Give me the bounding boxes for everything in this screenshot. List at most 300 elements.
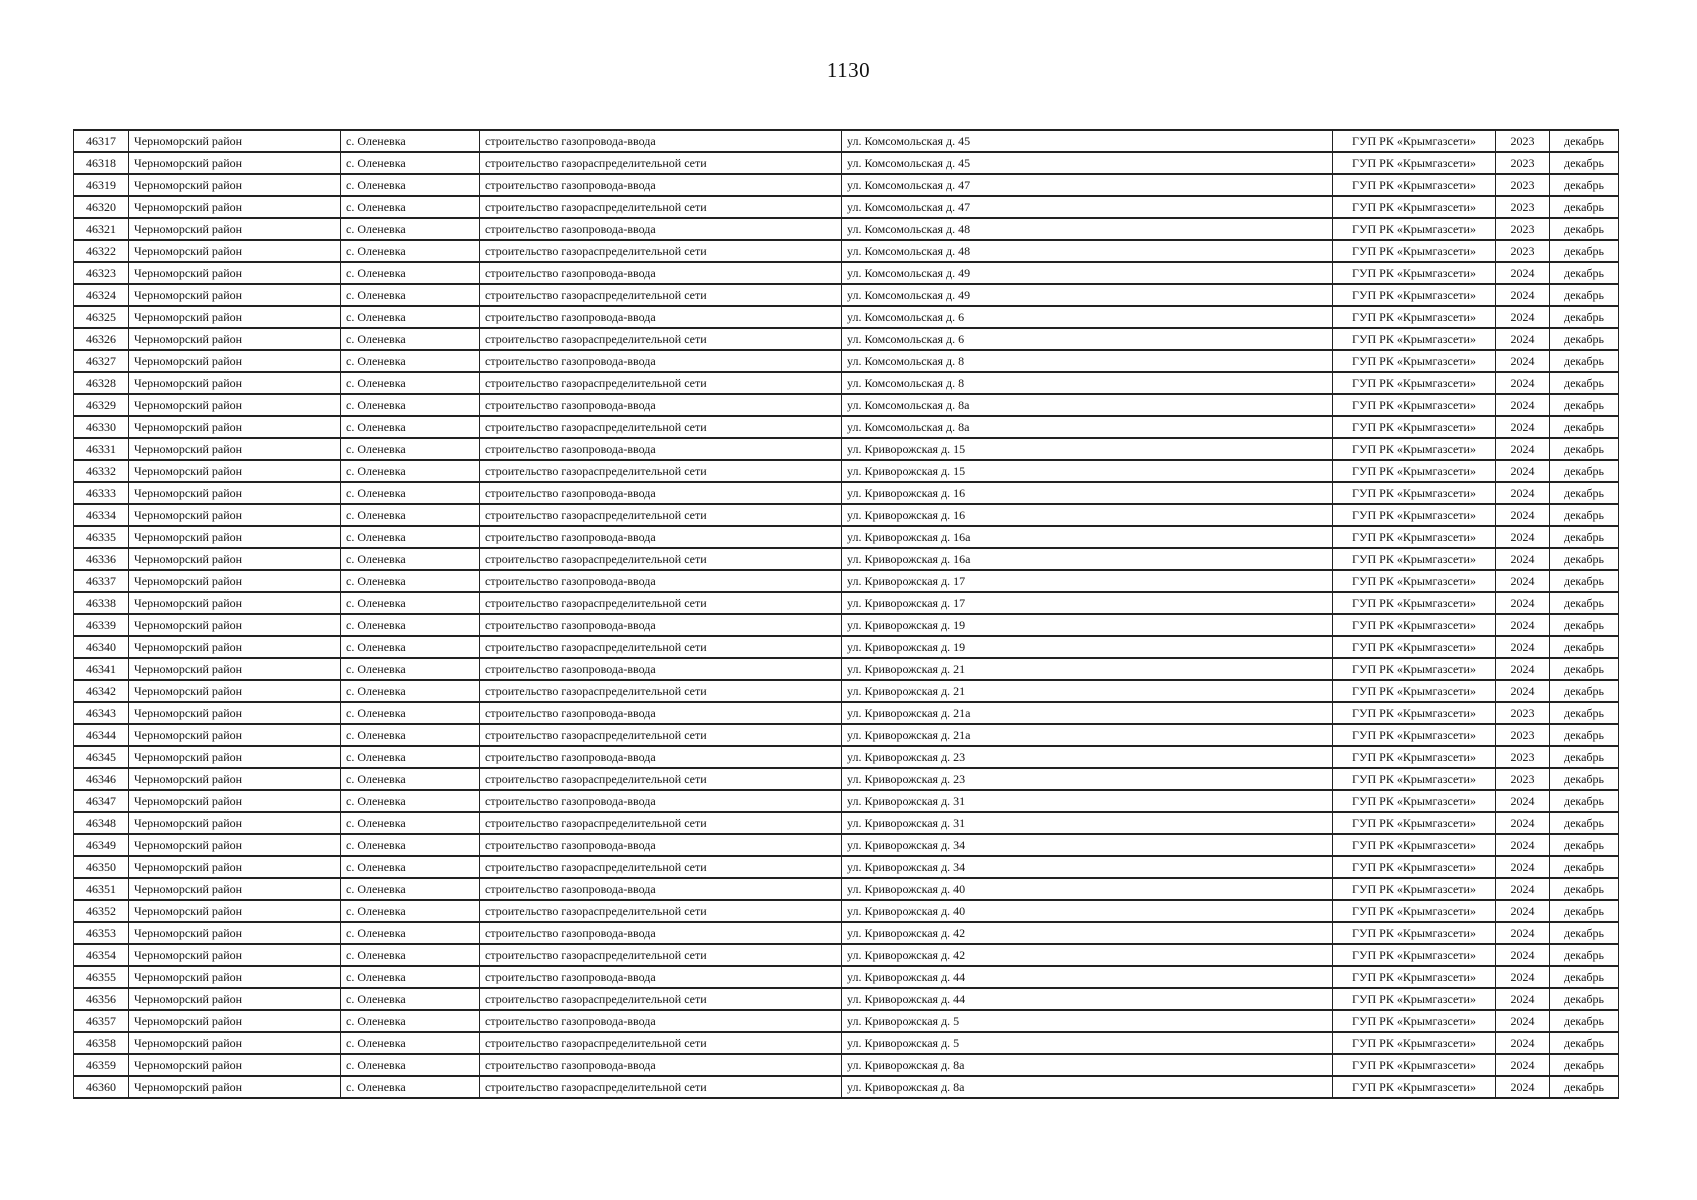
cell-locality: с. Оленевка xyxy=(341,548,480,570)
cell-district: Черноморский район xyxy=(129,504,341,526)
cell-address: ул. Комсомольская д. 8 xyxy=(842,372,1333,394)
cell-address: ул. Криворожская д. 19 xyxy=(842,636,1333,658)
cell-month: декабрь xyxy=(1550,592,1619,614)
cell-organization: ГУП РК «Крымгазсети» xyxy=(1333,922,1496,944)
cell-address: ул. Криворожская д. 16 xyxy=(842,504,1333,526)
table-row xyxy=(74,416,1619,438)
cell-year: 2024 xyxy=(1496,614,1550,636)
cell-month: декабрь xyxy=(1550,1010,1619,1032)
cell-work-type: строительство газораспределительной сети xyxy=(480,152,842,174)
cell-address: ул. Криворожская д. 5 xyxy=(842,1032,1333,1054)
cell-work-type: строительство газораспределительной сети xyxy=(480,240,842,262)
cell-record-number: 46334 xyxy=(74,504,129,526)
cell-organization: ГУП РК «Крымгазсети» xyxy=(1333,284,1496,306)
cell-district: Черноморский район xyxy=(129,350,341,372)
cell-address: ул. Криворожская д. 16а xyxy=(842,526,1333,548)
cell-record-number: 46319 xyxy=(74,174,129,196)
cell-organization: ГУП РК «Крымгазсети» xyxy=(1333,592,1496,614)
cell-year: 2024 xyxy=(1496,988,1550,1010)
cell-work-type: строительство газопровода-ввода xyxy=(480,658,842,680)
cell-month: декабрь xyxy=(1550,372,1619,394)
cell-month: декабрь xyxy=(1550,680,1619,702)
cell-month: декабрь xyxy=(1550,702,1619,724)
cell-organization: ГУП РК «Крымгазсети» xyxy=(1333,262,1496,284)
cell-organization: ГУП РК «Крымгазсети» xyxy=(1333,658,1496,680)
cell-month: декабрь xyxy=(1550,240,1619,262)
cell-year: 2024 xyxy=(1496,548,1550,570)
cell-district: Черноморский район xyxy=(129,130,341,152)
cell-year: 2024 xyxy=(1496,504,1550,526)
cell-district: Черноморский район xyxy=(129,922,341,944)
cell-month: декабрь xyxy=(1550,944,1619,966)
cell-month: декабрь xyxy=(1550,438,1619,460)
cell-month: декабрь xyxy=(1550,834,1619,856)
cell-address: ул. Комсомольская д. 48 xyxy=(842,218,1333,240)
cell-organization: ГУП РК «Крымгазсети» xyxy=(1333,900,1496,922)
cell-work-type: строительство газораспределительной сети xyxy=(480,768,842,790)
cell-district: Черноморский район xyxy=(129,592,341,614)
cell-year: 2023 xyxy=(1496,702,1550,724)
cell-locality: с. Оленевка xyxy=(341,372,480,394)
cell-work-type: строительство газораспределительной сети xyxy=(480,1076,842,1098)
cell-locality: с. Оленевка xyxy=(341,482,480,504)
cell-record-number: 46323 xyxy=(74,262,129,284)
cell-record-number: 46344 xyxy=(74,724,129,746)
gasification-register-table xyxy=(73,129,1619,1099)
cell-locality: с. Оленевка xyxy=(341,284,480,306)
cell-month: декабрь xyxy=(1550,570,1619,592)
table-row xyxy=(74,174,1619,196)
cell-work-type: строительство газораспределительной сети xyxy=(480,856,842,878)
cell-organization: ГУП РК «Крымгазсети» xyxy=(1333,1076,1496,1098)
cell-month: декабрь xyxy=(1550,812,1619,834)
cell-work-type: строительство газопровода-ввода xyxy=(480,262,842,284)
cell-organization: ГУП РК «Крымгазсети» xyxy=(1333,130,1496,152)
cell-organization: ГУП РК «Крымгазсети» xyxy=(1333,350,1496,372)
cell-year: 2024 xyxy=(1496,944,1550,966)
cell-record-number: 46332 xyxy=(74,460,129,482)
table-body xyxy=(74,130,1619,1098)
cell-record-number: 46358 xyxy=(74,1032,129,1054)
cell-locality: с. Оленевка xyxy=(341,438,480,460)
cell-record-number: 46328 xyxy=(74,372,129,394)
cell-organization: ГУП РК «Крымгазсети» xyxy=(1333,856,1496,878)
cell-address: ул. Криворожская д. 17 xyxy=(842,592,1333,614)
cell-work-type: строительство газопровода-ввода xyxy=(480,482,842,504)
cell-record-number: 46343 xyxy=(74,702,129,724)
cell-locality: с. Оленевка xyxy=(341,746,480,768)
table-row xyxy=(74,724,1619,746)
cell-work-type: строительство газопровода-ввода xyxy=(480,174,842,196)
cell-address: ул. Криворожская д. 23 xyxy=(842,768,1333,790)
cell-locality: с. Оленевка xyxy=(341,174,480,196)
table-row xyxy=(74,328,1619,350)
table-row xyxy=(74,900,1619,922)
cell-work-type: строительство газораспределительной сети xyxy=(480,504,842,526)
cell-record-number: 46318 xyxy=(74,152,129,174)
cell-month: декабрь xyxy=(1550,262,1619,284)
cell-work-type: строительство газораспределительной сети xyxy=(480,416,842,438)
cell-address: ул. Криворожская д. 5 xyxy=(842,1010,1333,1032)
table-row xyxy=(74,1076,1619,1098)
cell-month: декабрь xyxy=(1550,746,1619,768)
cell-record-number: 46336 xyxy=(74,548,129,570)
cell-district: Черноморский район xyxy=(129,262,341,284)
cell-address: ул. Комсомольская д. 6 xyxy=(842,328,1333,350)
cell-record-number: 46348 xyxy=(74,812,129,834)
cell-year: 2024 xyxy=(1496,416,1550,438)
cell-year: 2024 xyxy=(1496,1054,1550,1076)
cell-month: декабрь xyxy=(1550,658,1619,680)
cell-month: декабрь xyxy=(1550,306,1619,328)
cell-locality: с. Оленевка xyxy=(341,900,480,922)
cell-locality: с. Оленевка xyxy=(341,570,480,592)
cell-year: 2023 xyxy=(1496,240,1550,262)
cell-district: Черноморский район xyxy=(129,1054,341,1076)
table-row xyxy=(74,262,1619,284)
cell-year: 2024 xyxy=(1496,570,1550,592)
cell-year: 2024 xyxy=(1496,900,1550,922)
cell-organization: ГУП РК «Крымгазсети» xyxy=(1333,416,1496,438)
cell-year: 2024 xyxy=(1496,460,1550,482)
cell-organization: ГУП РК «Крымгазсети» xyxy=(1333,768,1496,790)
cell-district: Черноморский район xyxy=(129,988,341,1010)
cell-locality: с. Оленевка xyxy=(341,878,480,900)
cell-work-type: строительство газопровода-ввода xyxy=(480,438,842,460)
cell-district: Черноморский район xyxy=(129,218,341,240)
table-row xyxy=(74,636,1619,658)
cell-locality: с. Оленевка xyxy=(341,1010,480,1032)
cell-work-type: строительство газораспределительной сети xyxy=(480,900,842,922)
table-row xyxy=(74,878,1619,900)
cell-district: Черноморский район xyxy=(129,812,341,834)
cell-organization: ГУП РК «Крымгазсети» xyxy=(1333,1054,1496,1076)
cell-locality: с. Оленевка xyxy=(341,1054,480,1076)
cell-work-type: строительство газопровода-ввода xyxy=(480,130,842,152)
table-row xyxy=(74,702,1619,724)
cell-work-type: строительство газопровода-ввода xyxy=(480,922,842,944)
cell-organization: ГУП РК «Крымгазсети» xyxy=(1333,570,1496,592)
cell-district: Черноморский район xyxy=(129,856,341,878)
cell-work-type: строительство газораспределительной сети xyxy=(480,460,842,482)
cell-record-number: 46321 xyxy=(74,218,129,240)
cell-work-type: строительство газопровода-ввода xyxy=(480,350,842,372)
cell-district: Черноморский район xyxy=(129,152,341,174)
cell-address: ул. Криворожская д. 15 xyxy=(842,460,1333,482)
cell-work-type: строительство газопровода-ввода xyxy=(480,702,842,724)
cell-district: Черноморский район xyxy=(129,680,341,702)
cell-address: ул. Криворожская д. 34 xyxy=(842,856,1333,878)
cell-record-number: 46351 xyxy=(74,878,129,900)
cell-locality: с. Оленевка xyxy=(341,526,480,548)
cell-locality: с. Оленевка xyxy=(341,262,480,284)
cell-address: ул. Криворожская д. 21 xyxy=(842,658,1333,680)
cell-address: ул. Криворожская д. 16 xyxy=(842,482,1333,504)
cell-record-number: 46331 xyxy=(74,438,129,460)
cell-address: ул. Криворожская д. 44 xyxy=(842,966,1333,988)
cell-record-number: 46339 xyxy=(74,614,129,636)
cell-year: 2024 xyxy=(1496,306,1550,328)
cell-district: Черноморский район xyxy=(129,636,341,658)
cell-locality: с. Оленевка xyxy=(341,614,480,636)
cell-month: декабрь xyxy=(1550,174,1619,196)
cell-organization: ГУП РК «Крымгазсети» xyxy=(1333,482,1496,504)
cell-work-type: строительство газопровода-ввода xyxy=(480,570,842,592)
cell-locality: с. Оленевка xyxy=(341,790,480,812)
cell-organization: ГУП РК «Крымгазсети» xyxy=(1333,812,1496,834)
table-row xyxy=(74,526,1619,548)
cell-year: 2024 xyxy=(1496,394,1550,416)
cell-organization: ГУП РК «Крымгазсети» xyxy=(1333,174,1496,196)
cell-month: декабрь xyxy=(1550,856,1619,878)
cell-year: 2024 xyxy=(1496,1032,1550,1054)
cell-locality: с. Оленевка xyxy=(341,240,480,262)
table-row xyxy=(74,812,1619,834)
cell-district: Черноморский район xyxy=(129,416,341,438)
cell-address: ул. Криворожская д. 40 xyxy=(842,900,1333,922)
cell-locality: с. Оленевка xyxy=(341,966,480,988)
cell-locality: с. Оленевка xyxy=(341,834,480,856)
cell-record-number: 46354 xyxy=(74,944,129,966)
cell-district: Черноморский район xyxy=(129,460,341,482)
cell-organization: ГУП РК «Крымгазсети» xyxy=(1333,240,1496,262)
cell-locality: с. Оленевка xyxy=(341,680,480,702)
cell-organization: ГУП РК «Крымгазсети» xyxy=(1333,966,1496,988)
cell-work-type: строительство газораспределительной сети xyxy=(480,284,842,306)
cell-record-number: 46352 xyxy=(74,900,129,922)
cell-work-type: строительство газораспределительной сети xyxy=(480,196,842,218)
cell-work-type: строительство газопровода-ввода xyxy=(480,878,842,900)
cell-month: декабрь xyxy=(1550,460,1619,482)
cell-locality: с. Оленевка xyxy=(341,944,480,966)
table-row xyxy=(74,130,1619,152)
cell-organization: ГУП РК «Крымгазсети» xyxy=(1333,724,1496,746)
cell-record-number: 46324 xyxy=(74,284,129,306)
table-row xyxy=(74,856,1619,878)
cell-year: 2024 xyxy=(1496,658,1550,680)
cell-organization: ГУП РК «Крымгазсети» xyxy=(1333,526,1496,548)
cell-year: 2024 xyxy=(1496,1010,1550,1032)
cell-month: декабрь xyxy=(1550,130,1619,152)
cell-record-number: 46357 xyxy=(74,1010,129,1032)
cell-organization: ГУП РК «Крымгазсети» xyxy=(1333,152,1496,174)
table-row xyxy=(74,460,1619,482)
cell-work-type: строительство газораспределительной сети xyxy=(480,372,842,394)
cell-year: 2024 xyxy=(1496,636,1550,658)
cell-district: Черноморский район xyxy=(129,240,341,262)
cell-address: ул. Криворожская д. 42 xyxy=(842,922,1333,944)
cell-organization: ГУП РК «Крымгазсети» xyxy=(1333,306,1496,328)
table-row xyxy=(74,680,1619,702)
cell-work-type: строительство газораспределительной сети xyxy=(480,944,842,966)
table-row xyxy=(74,152,1619,174)
cell-address: ул. Комсомольская д. 8 xyxy=(842,350,1333,372)
cell-work-type: строительство газопровода-ввода xyxy=(480,746,842,768)
cell-year: 2024 xyxy=(1496,284,1550,306)
cell-address: ул. Комсомольская д. 47 xyxy=(842,174,1333,196)
cell-record-number: 46329 xyxy=(74,394,129,416)
cell-organization: ГУП РК «Крымгазсети» xyxy=(1333,680,1496,702)
cell-record-number: 46345 xyxy=(74,746,129,768)
table-row xyxy=(74,438,1619,460)
cell-work-type: строительство газораспределительной сети xyxy=(480,548,842,570)
table-row xyxy=(74,768,1619,790)
table-row xyxy=(74,1010,1619,1032)
cell-locality: с. Оленевка xyxy=(341,416,480,438)
cell-record-number: 46356 xyxy=(74,988,129,1010)
cell-record-number: 46335 xyxy=(74,526,129,548)
cell-work-type: строительство газопровода-ввода xyxy=(480,1010,842,1032)
table-row xyxy=(74,350,1619,372)
table-row xyxy=(74,1054,1619,1076)
cell-organization: ГУП РК «Крымгазсети» xyxy=(1333,1010,1496,1032)
table-row xyxy=(74,504,1619,526)
cell-year: 2024 xyxy=(1496,372,1550,394)
cell-work-type: строительство газопровода-ввода xyxy=(480,966,842,988)
cell-organization: ГУП РК «Крымгазсети» xyxy=(1333,702,1496,724)
cell-locality: с. Оленевка xyxy=(341,812,480,834)
cell-district: Черноморский район xyxy=(129,614,341,636)
table-row xyxy=(74,218,1619,240)
cell-address: ул. Комсомольская д. 6 xyxy=(842,306,1333,328)
cell-record-number: 46327 xyxy=(74,350,129,372)
cell-locality: с. Оленевка xyxy=(341,218,480,240)
cell-year: 2023 xyxy=(1496,724,1550,746)
cell-month: декабрь xyxy=(1550,724,1619,746)
cell-address: ул. Комсомольская д. 47 xyxy=(842,196,1333,218)
cell-record-number: 46346 xyxy=(74,768,129,790)
cell-address: ул. Комсомольская д. 49 xyxy=(842,262,1333,284)
cell-month: декабрь xyxy=(1550,966,1619,988)
cell-record-number: 46360 xyxy=(74,1076,129,1098)
cell-locality: с. Оленевка xyxy=(341,592,480,614)
cell-record-number: 46349 xyxy=(74,834,129,856)
cell-district: Черноморский район xyxy=(129,1010,341,1032)
table-row xyxy=(74,988,1619,1010)
cell-record-number: 46338 xyxy=(74,592,129,614)
cell-locality: с. Оленевка xyxy=(341,460,480,482)
cell-work-type: строительство газораспределительной сети xyxy=(480,812,842,834)
cell-district: Черноморский район xyxy=(129,174,341,196)
cell-month: декабрь xyxy=(1550,196,1619,218)
cell-address: ул. Криворожская д. 21а xyxy=(842,702,1333,724)
cell-address: ул. Комсомольская д. 48 xyxy=(842,240,1333,262)
cell-year: 2023 xyxy=(1496,152,1550,174)
cell-address: ул. Криворожская д. 44 xyxy=(842,988,1333,1010)
cell-district: Черноморский район xyxy=(129,526,341,548)
cell-district: Черноморский район xyxy=(129,482,341,504)
cell-work-type: строительство газораспределительной сети xyxy=(480,988,842,1010)
cell-district: Черноморский район xyxy=(129,284,341,306)
cell-record-number: 46340 xyxy=(74,636,129,658)
table-row xyxy=(74,834,1619,856)
cell-work-type: строительство газопровода-ввода xyxy=(480,218,842,240)
cell-month: декабрь xyxy=(1550,988,1619,1010)
cell-address: ул. Криворожская д. 34 xyxy=(842,834,1333,856)
cell-district: Черноморский район xyxy=(129,1032,341,1054)
cell-month: декабрь xyxy=(1550,394,1619,416)
cell-work-type: строительство газораспределительной сети xyxy=(480,1032,842,1054)
cell-month: декабрь xyxy=(1550,504,1619,526)
cell-record-number: 46347 xyxy=(74,790,129,812)
cell-month: декабрь xyxy=(1550,350,1619,372)
cell-month: декабрь xyxy=(1550,900,1619,922)
cell-year: 2024 xyxy=(1496,812,1550,834)
cell-locality: с. Оленевка xyxy=(341,702,480,724)
cell-address: ул. Криворожская д. 21а xyxy=(842,724,1333,746)
table-row xyxy=(74,196,1619,218)
cell-address: ул. Комсомольская д. 45 xyxy=(842,152,1333,174)
cell-locality: с. Оленевка xyxy=(341,922,480,944)
cell-work-type: строительство газораспределительной сети xyxy=(480,592,842,614)
cell-work-type: строительство газопровода-ввода xyxy=(480,834,842,856)
cell-district: Черноморский район xyxy=(129,548,341,570)
cell-year: 2024 xyxy=(1496,438,1550,460)
cell-record-number: 46337 xyxy=(74,570,129,592)
cell-month: декабрь xyxy=(1550,922,1619,944)
cell-year: 2024 xyxy=(1496,526,1550,548)
cell-organization: ГУП РК «Крымгазсети» xyxy=(1333,372,1496,394)
cell-record-number: 46355 xyxy=(74,966,129,988)
cell-organization: ГУП РК «Крымгазсети» xyxy=(1333,746,1496,768)
cell-year: 2024 xyxy=(1496,878,1550,900)
cell-month: декабрь xyxy=(1550,416,1619,438)
cell-month: декабрь xyxy=(1550,790,1619,812)
table-row xyxy=(74,592,1619,614)
cell-address: ул. Комсомольская д. 49 xyxy=(842,284,1333,306)
cell-district: Черноморский район xyxy=(129,328,341,350)
cell-organization: ГУП РК «Крымгазсети» xyxy=(1333,328,1496,350)
cell-district: Черноморский район xyxy=(129,900,341,922)
cell-record-number: 46359 xyxy=(74,1054,129,1076)
cell-year: 2024 xyxy=(1496,350,1550,372)
cell-record-number: 46330 xyxy=(74,416,129,438)
cell-work-type: строительство газопровода-ввода xyxy=(480,306,842,328)
cell-address: ул. Криворожская д. 17 xyxy=(842,570,1333,592)
cell-work-type: строительство газораспределительной сети xyxy=(480,724,842,746)
cell-district: Черноморский район xyxy=(129,724,341,746)
cell-locality: с. Оленевка xyxy=(341,988,480,1010)
cell-locality: с. Оленевка xyxy=(341,350,480,372)
table-row xyxy=(74,240,1619,262)
cell-district: Черноморский район xyxy=(129,438,341,460)
cell-locality: с. Оленевка xyxy=(341,1032,480,1054)
cell-year: 2024 xyxy=(1496,1076,1550,1098)
cell-month: декабрь xyxy=(1550,614,1619,636)
table-row xyxy=(74,372,1619,394)
cell-organization: ГУП РК «Крымгазсети» xyxy=(1333,988,1496,1010)
cell-month: декабрь xyxy=(1550,1032,1619,1054)
cell-organization: ГУП РК «Крымгазсети» xyxy=(1333,790,1496,812)
cell-year: 2024 xyxy=(1496,262,1550,284)
cell-address: ул. Криворожская д. 8а xyxy=(842,1054,1333,1076)
cell-district: Черноморский район xyxy=(129,878,341,900)
cell-record-number: 46353 xyxy=(74,922,129,944)
cell-organization: ГУП РК «Крымгазсети» xyxy=(1333,504,1496,526)
table-row xyxy=(74,746,1619,768)
cell-address: ул. Криворожская д. 31 xyxy=(842,790,1333,812)
table-row xyxy=(74,394,1619,416)
cell-year: 2023 xyxy=(1496,130,1550,152)
cell-record-number: 46317 xyxy=(74,130,129,152)
cell-work-type: строительство газопровода-ввода xyxy=(480,394,842,416)
cell-address: ул. Криворожская д. 15 xyxy=(842,438,1333,460)
cell-address: ул. Криворожская д. 21 xyxy=(842,680,1333,702)
cell-record-number: 46350 xyxy=(74,856,129,878)
cell-address: ул. Криворожская д. 40 xyxy=(842,878,1333,900)
cell-month: декабрь xyxy=(1550,218,1619,240)
cell-year: 2024 xyxy=(1496,790,1550,812)
